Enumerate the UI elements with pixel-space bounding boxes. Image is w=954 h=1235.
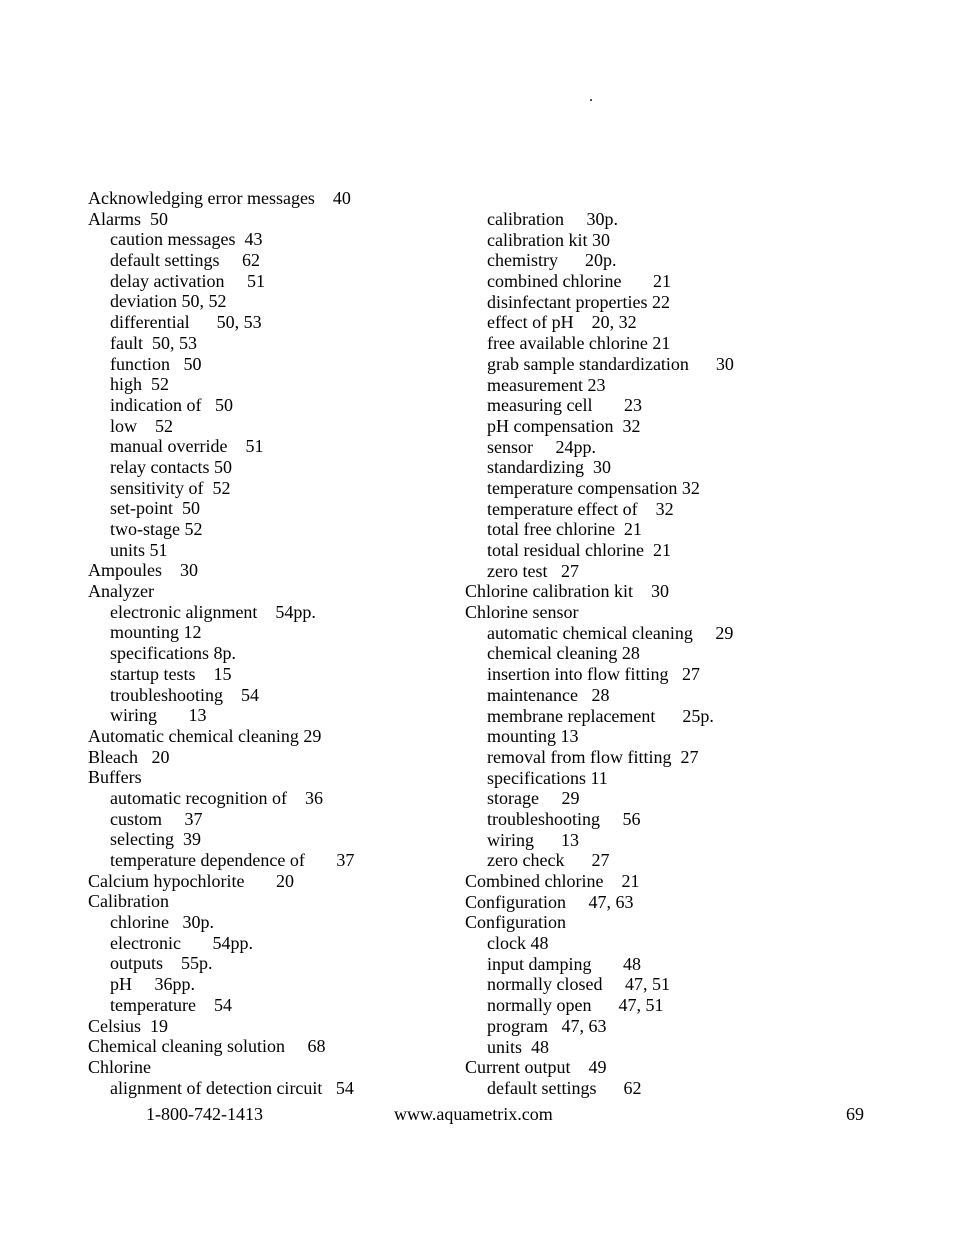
index-subentry: measuring cell 23	[487, 395, 642, 416]
index-subentry: automatic chemical cleaning 29	[487, 622, 734, 643]
index-subentry: free available chlorine 21	[487, 333, 671, 354]
index-entry: Chlorine sensor	[465, 602, 579, 623]
index-subentry: delay activation 51	[110, 270, 265, 291]
index-subentry: pH 36pp.	[110, 974, 195, 995]
index-subentry: standardizing 30	[487, 457, 611, 478]
index-subentry: temperature 54	[110, 994, 232, 1015]
index-subentry: disinfectant properties 22	[487, 291, 670, 312]
index-entry: Celsius 19	[88, 1015, 169, 1036]
index-subentry: troubleshooting 54	[110, 684, 259, 705]
index-subentry: wiring 13	[110, 705, 207, 726]
index-subentry: storage 29	[487, 788, 580, 809]
index-entry: Calcium hypochlorite 20	[88, 870, 294, 891]
index-subentry: default settings 62	[110, 250, 260, 271]
index-subentry: chlorine 30p.	[110, 912, 214, 933]
index-subentry: temperature compensation 32	[487, 477, 700, 498]
index-subentry: fault 50, 53	[110, 332, 197, 353]
index-subentry: removal from flow fitting 27	[487, 746, 699, 767]
index-subentry: calibration 30p.	[487, 209, 618, 229]
index-subentry: caution messages 43	[110, 229, 263, 250]
index-subentry: total free chlorine 21	[487, 519, 642, 540]
index-entry: Calibration	[88, 891, 169, 912]
index-subentry: pH compensation 32	[487, 415, 641, 436]
index-subentry: maintenance 28	[487, 684, 610, 705]
index-subentry: temperature effect of 32	[487, 498, 674, 519]
index-subentry: electronic 54pp.	[110, 932, 253, 953]
index-subentry: effect of pH 20, 32	[487, 312, 637, 333]
index-entry: Automatic chemical cleaning 29	[88, 725, 322, 746]
index-entry: Chlorine calibration kit 30	[465, 581, 669, 602]
index-subentry: clock 48	[487, 933, 549, 954]
index-entry: Bleach 20	[88, 746, 170, 767]
index-subentry: alignment of detection circuit 54	[110, 1077, 354, 1098]
index-entry: Alarms 50	[88, 208, 168, 229]
index-subentry: combined chlorine 21	[487, 271, 671, 292]
index-subentry: normally closed 47, 51	[487, 974, 670, 995]
index-subentry: function 50	[110, 353, 202, 374]
index-subentry: total residual chlorine 21	[487, 540, 671, 560]
index-subentry: mounting 13	[487, 726, 579, 747]
index-subentry: sensitivity of 52	[110, 477, 231, 498]
footer-page-number: 69	[846, 1104, 864, 1124]
index-subentry: low 52	[110, 415, 173, 436]
index-subentry: outputs 55p.	[110, 953, 213, 974]
index-subentry: selecting 39	[110, 829, 201, 850]
index-subentry: custom 37	[110, 808, 203, 829]
index-subentry: relay contacts 50	[110, 456, 232, 477]
footer-phone: 1-800-742-1413	[146, 1104, 263, 1124]
index-subentry: chemical cleaning 28	[487, 643, 640, 664]
index-subentry: high 52	[110, 374, 170, 395]
index-subentry: specifications 8p.	[110, 643, 236, 664]
index-subentry: units 51	[110, 539, 168, 560]
index-subentry: default settings 62	[487, 1077, 642, 1098]
index-subentry: manual override 51	[110, 436, 264, 457]
index-subentry: automatic recognition of 36	[110, 787, 323, 808]
index-entry: Chlorine	[88, 1056, 151, 1077]
index-entry: Combined chlorine 21	[465, 871, 640, 891]
index-subentry: troubleshooting 56	[487, 808, 641, 829]
index-subentry: measurement 23	[487, 374, 606, 395]
index-subentry: zero test 27	[487, 560, 579, 581]
index-subentry: normally open 47, 51	[487, 995, 664, 1016]
index-subentry: two-stage 52	[110, 519, 203, 539]
index-subentry: specifications 11	[487, 767, 608, 788]
index-subentry: input damping 48	[487, 953, 641, 974]
index-subentry: program 47, 63	[487, 1015, 607, 1036]
top-dot-mark: .	[589, 88, 593, 105]
index-subentry: mounting 12	[110, 622, 202, 643]
index-subentry: startup tests 15	[110, 663, 232, 684]
footer-website: www.aquametrix.com	[394, 1104, 553, 1124]
index-entry: Buffers	[88, 767, 142, 788]
index-subentry: chemistry 20p.	[487, 250, 617, 271]
index-subentry: temperature dependence of 37	[110, 850, 355, 870]
index-subentry: calibration kit 30	[487, 229, 610, 250]
index-subentry: zero check 27	[487, 850, 610, 871]
index-subentry: electronic alignment 54pp.	[110, 601, 316, 622]
index-left-column	[88, 188, 408, 1098]
index-subentry: deviation 50, 52	[110, 291, 227, 312]
index-entry: Ampoules 30	[88, 560, 198, 581]
index-subentry: grab sample standardization 30	[487, 353, 734, 374]
index-subentry: membrane replacement 25p.	[487, 705, 714, 726]
index-subentry: indication of 50	[110, 394, 233, 415]
index-subentry: units 48	[487, 1036, 550, 1057]
index-entry: Configuration	[465, 912, 566, 933]
index-entry: Acknowledging error messages 40	[88, 188, 351, 208]
index-subentry: sensor 24pp.	[487, 436, 596, 457]
index-subentry: differential 50, 53	[110, 312, 262, 333]
index-subentry: set-point 50	[110, 498, 200, 519]
index-subentry: insertion into flow fitting 27	[487, 664, 700, 685]
index-entry: Chemical cleaning solution 68	[88, 1036, 326, 1057]
index-subentry: wiring 13	[487, 829, 579, 850]
index-entry: Analyzer	[88, 581, 154, 602]
index-entry: Current output 49	[465, 1057, 607, 1078]
index-entry: Configuration 47, 63	[465, 891, 634, 912]
index-right-column	[465, 209, 785, 1099]
